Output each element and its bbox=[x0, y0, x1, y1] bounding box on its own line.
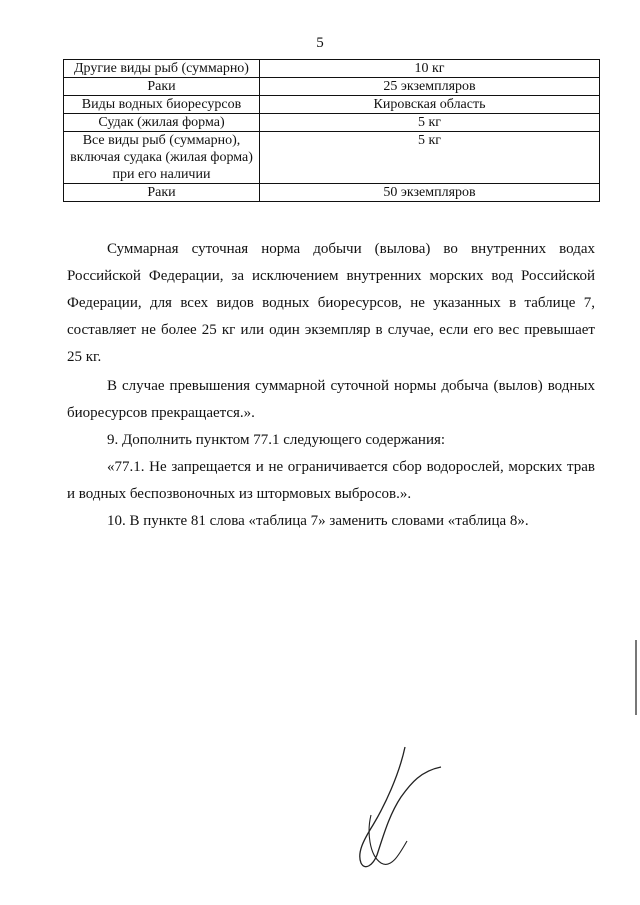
page-number: 5 bbox=[316, 35, 324, 51]
species-cell: Раки bbox=[64, 78, 260, 96]
norm-cell: 10 кг bbox=[260, 60, 600, 78]
table-row bbox=[64, 184, 600, 202]
paragraph-exceed-norm: В случае превышения суммарной суточной нормы добыча (вылов) водных биоресурсов прекращается.». bbox=[67, 378, 595, 421]
paragraph-item-10: 10. В пункте 81 слова «таблица 7» заменить словами «таблица 8». bbox=[107, 513, 529, 529]
document-body bbox=[67, 236, 595, 535]
norm-cell: 5 кг bbox=[260, 132, 600, 184]
norm-cell: 25 экземпляров bbox=[260, 78, 600, 96]
norm-cell: 5 кг bbox=[260, 114, 600, 132]
norm-cell: 50 экземпляров bbox=[260, 184, 600, 202]
species-cell: Судак (жилая форма) bbox=[64, 114, 260, 132]
table-row bbox=[64, 132, 600, 184]
species-cell: Все виды рыб (суммарно), включая судака (жилая форма) при его наличии bbox=[64, 132, 260, 184]
paragraph-total-norm: Суммарная суточная норма добычи (вылова) во внутренних водах Российской Федерации, за исключением внутренних морских вод Российской Федерации, для всех видов водных биоресурсов, не указанных в таблице 7, составляет не более 25 кг или один экземпляр в случае, если его вес превышает 25 кг. bbox=[67, 241, 595, 365]
species-cell: Другие виды рыб (суммарно) bbox=[64, 60, 260, 78]
signature bbox=[355, 745, 445, 875]
region-header-cell: Кировская область bbox=[260, 96, 600, 114]
table-row bbox=[64, 78, 600, 96]
table-row bbox=[64, 114, 600, 132]
species-cell: Виды водных биоресурсов bbox=[64, 96, 260, 114]
scan-edge-mark bbox=[635, 640, 637, 715]
paragraph-item-9: 9. Дополнить пунктом 77.1 следующего содержания: bbox=[107, 432, 446, 448]
catch-norms-table bbox=[63, 59, 600, 202]
table-row bbox=[64, 96, 600, 114]
table-row bbox=[64, 60, 600, 78]
paragraph-item-77-1: «77.1. Не запрещается и не ограничивается сбор водорослей, морских трав и водных беспозвоночных из штормовых выбросов.». bbox=[67, 459, 595, 502]
species-cell: Раки bbox=[64, 184, 260, 202]
